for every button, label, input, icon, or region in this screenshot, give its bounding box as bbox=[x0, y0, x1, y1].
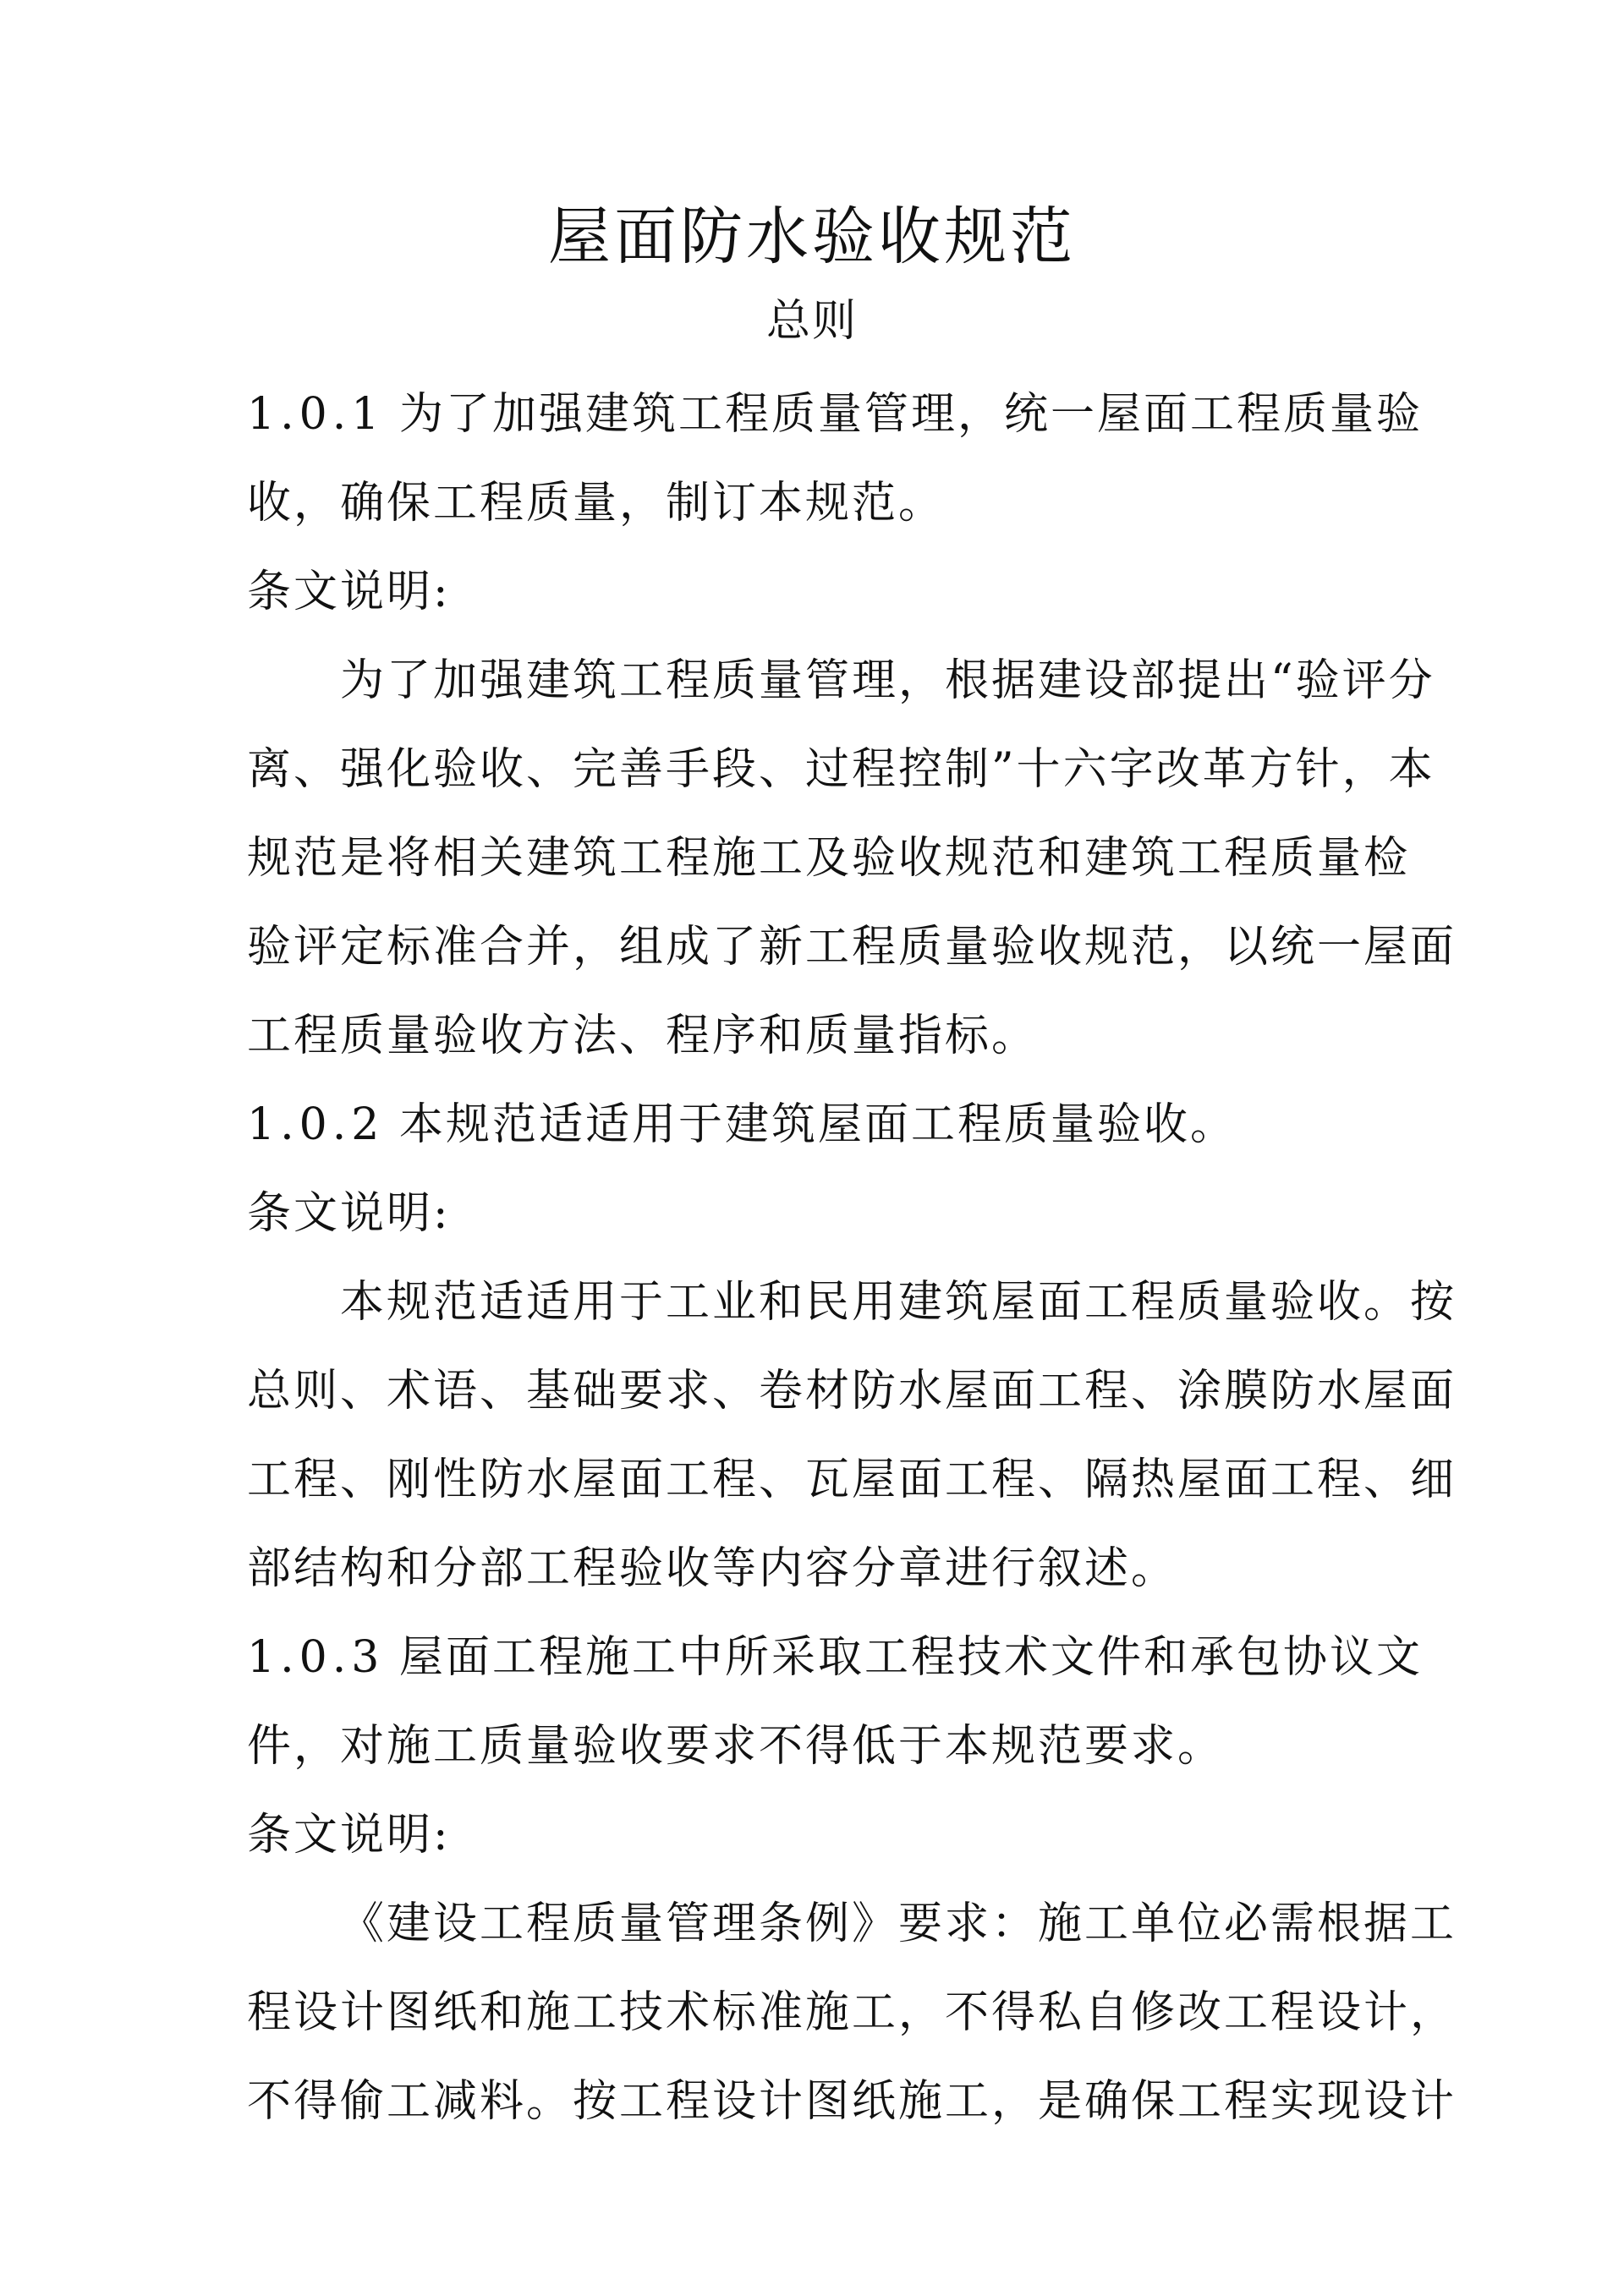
line-text: 为了加强建筑工程质量管理，统一屋面工程质量验 bbox=[399, 389, 1424, 440]
line-text: 条文说明: bbox=[247, 1810, 451, 1860]
line-text: 屋面工程施工中所采取工程技术文件和承包协议文 bbox=[399, 1632, 1424, 1683]
text-line bbox=[247, 651, 1435, 740]
document-title: 屋面防水验收规范 bbox=[548, 200, 1076, 273]
text-line bbox=[247, 1894, 1457, 1983]
line-text: 《建设工程质量管理条例》要求：施工单位必需根据工 bbox=[340, 1899, 1457, 1949]
line-text: 程设计图纸和施工技术标准施工，不得私自修改工程设计， bbox=[247, 1987, 1457, 2038]
line-text: 不得偷工减料。按工程设计图纸施工，是确保工程实现设计 bbox=[247, 2076, 1457, 2127]
text-line bbox=[247, 829, 1411, 918]
line-text: 部结构和分部工程验收等内容分章进行叙述。 bbox=[247, 1543, 1178, 1594]
line-text: 离、强化验收、完善手段、过程控制”十六字改革方针，本 bbox=[247, 744, 1435, 795]
line-text: 总则、术语、基础要求、卷材防水屋面工程、涂膜防水屋面 bbox=[247, 1366, 1457, 1417]
text-line bbox=[247, 740, 1435, 829]
text-line bbox=[247, 1983, 1457, 2072]
section-title: 总则 bbox=[765, 296, 858, 347]
line-text: 收，确保工程质量，制订本规范。 bbox=[247, 478, 946, 529]
line-text: 工程质量验收方法、程序和质量指标。 bbox=[247, 1011, 1039, 1061]
text-line bbox=[247, 918, 1457, 1006]
line-text: 工程、刚性防水屋面工程、瓦屋面工程、隔热屋面工程、细 bbox=[247, 1455, 1457, 1505]
text-line bbox=[247, 1628, 1424, 1717]
line-text: 本规范适适用于建筑屋面工程质量验收。 bbox=[399, 1099, 1237, 1150]
text-line bbox=[247, 562, 1385, 651]
line-text: 件，对施工质量验收要求不得低于本规范要求。 bbox=[247, 1721, 1225, 1772]
clause-number: 1.0.1 bbox=[247, 389, 385, 440]
clause-number: 1.0.3 bbox=[247, 1632, 385, 1683]
text-line bbox=[247, 1006, 1385, 1095]
line-text: 条文说明: bbox=[247, 1188, 451, 1239]
text-line bbox=[247, 2072, 1457, 2161]
text-line bbox=[247, 1362, 1457, 1450]
text-line bbox=[247, 474, 1385, 562]
text-line bbox=[247, 1273, 1457, 1362]
line-text: 规范是将相关建筑工程施工及验收规范和建筑工程质量检 bbox=[247, 833, 1411, 884]
text-line bbox=[247, 385, 1424, 474]
line-text: 本规范适适用于工业和民用建筑屋面工程质量验收。按 bbox=[340, 1277, 1457, 1328]
line-text: 条文说明: bbox=[247, 567, 451, 617]
text-line bbox=[247, 1450, 1457, 1539]
line-text: 验评定标准合并，组成了新工程质量验收规范，以统一屋面 bbox=[247, 922, 1457, 973]
text-line bbox=[247, 1806, 1385, 1894]
text-line bbox=[247, 1539, 1385, 1628]
text-line bbox=[247, 1184, 1385, 1273]
clause-number: 1.0.2 bbox=[247, 1099, 385, 1150]
text-line bbox=[247, 1095, 1385, 1184]
text-line bbox=[247, 1717, 1385, 1806]
document-body bbox=[247, 385, 1457, 2161]
line-text: 为了加强建筑工程质量管理，根据建设部提出“验评分 bbox=[340, 655, 1435, 706]
